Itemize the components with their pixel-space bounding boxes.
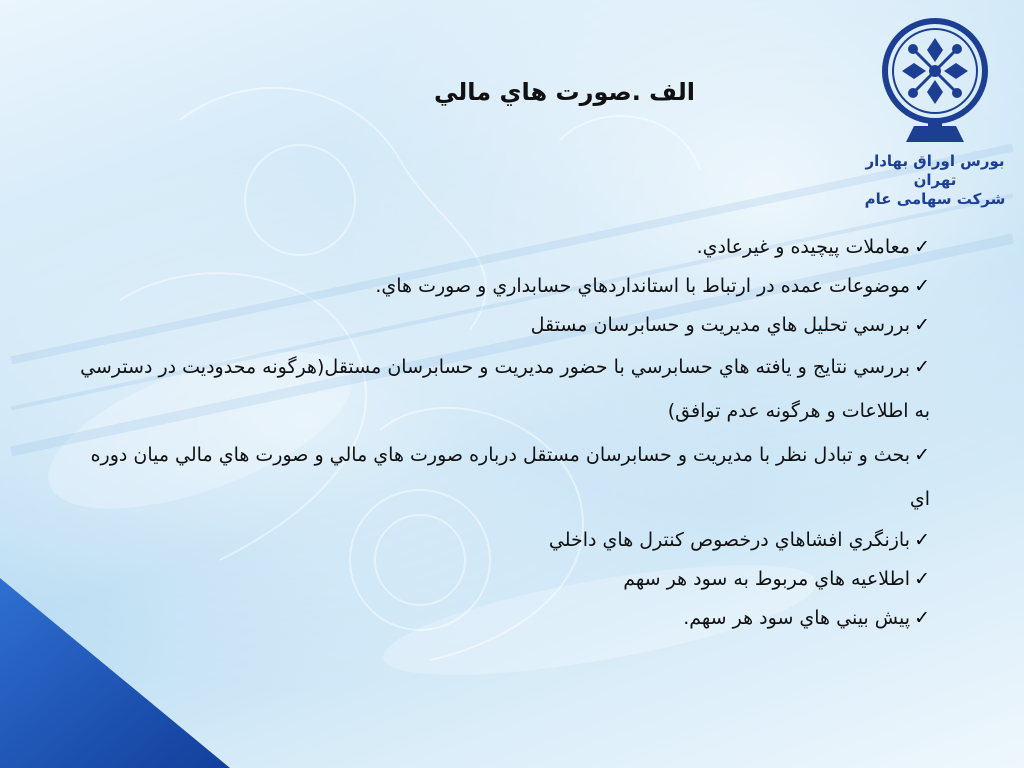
logo-text [860, 152, 1010, 209]
list-item [70, 521, 930, 560]
bullet-text: موضوعات عمده در ارتباط با استانداردهاي حسابداري و صورت هاي. [375, 275, 910, 297]
bullet-list [70, 228, 930, 638]
list-item [70, 560, 930, 599]
list-item [70, 228, 930, 267]
list-item [70, 267, 930, 306]
checkmark-icon: ✓ [914, 529, 930, 551]
logo-line-2: شرکت سهامی عام [864, 190, 1006, 208]
bullet-text: پيش بيني هاي سود هر سهم. [683, 607, 910, 629]
bullet-text: بررسي نتايج و يافته هاي حسابرسي با حضور مديريت و حسابرسان مستقل(هرگونه محدوديت در دسترسي به اطلاعات و هرگونه عدم توافق) [80, 356, 930, 422]
bullet-text: بازنگري افشاهاي درخصوص كنترل هاي داخلي [548, 529, 910, 551]
checkmark-icon: ✓ [914, 444, 930, 466]
list-item [70, 599, 930, 638]
list-item [70, 345, 930, 433]
list-item [70, 306, 930, 345]
tehran-stock-exchange-emblem-icon [880, 16, 990, 146]
checkmark-icon: ✓ [914, 607, 930, 629]
checkmark-icon: ✓ [914, 568, 930, 590]
checkmark-icon: ✓ [914, 314, 930, 336]
checkmark-icon: ✓ [914, 275, 930, 297]
list-item [70, 433, 930, 521]
bullet-text: معاملات پيچيده و غيرعادي. [696, 236, 910, 258]
checkmark-icon: ✓ [914, 356, 930, 378]
company-logo [860, 16, 1010, 216]
bullet-text: بررسي تحليل هاي مديريت و حسابرسان مستقل [530, 314, 910, 336]
checkmark-icon: ✓ [914, 236, 930, 258]
bullet-text: اطلاعيه هاي مربوط به سود هر سهم [623, 568, 910, 590]
logo-line-1: بورس اوراق بهادار تهران [865, 152, 1005, 189]
slide-title: الف .صورت هاي مالي [434, 78, 695, 106]
bullet-text: بحث و تبادل نظر با مديريت و حسابرسان مستقل درباره صورت هاي مالي و صورت هاي مالي ميان دوره اي [90, 444, 930, 510]
